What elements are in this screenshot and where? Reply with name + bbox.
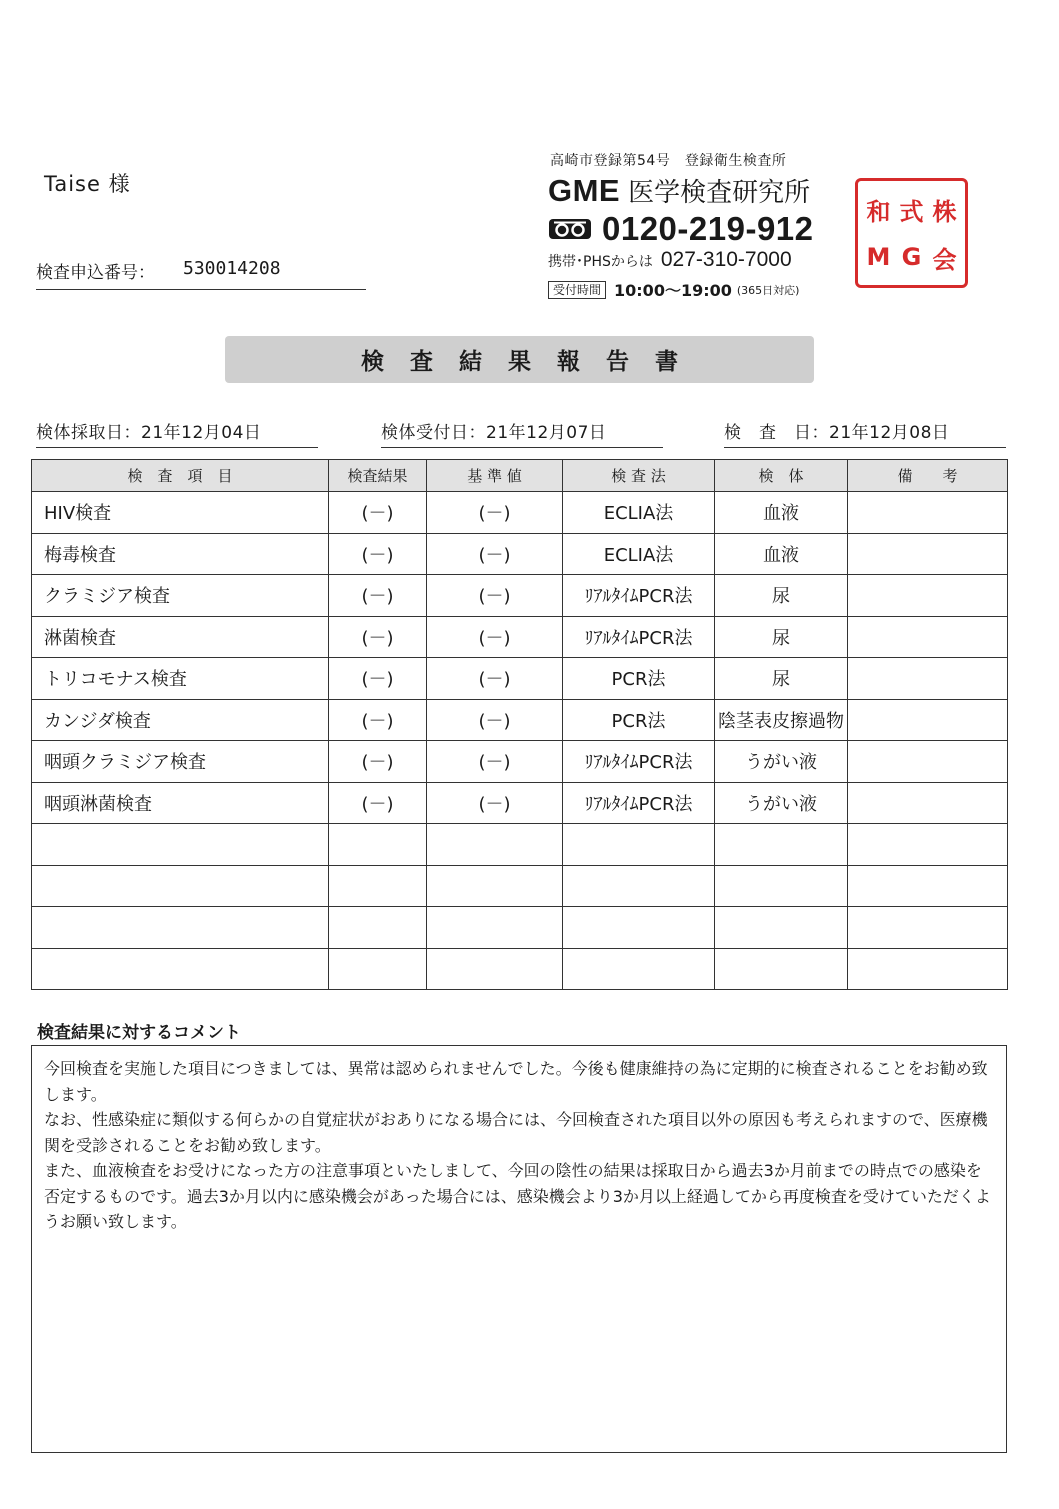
cell-reference: (－) xyxy=(427,699,563,741)
cell-method xyxy=(563,948,715,990)
table-row xyxy=(32,782,1008,824)
cell-remarks xyxy=(848,658,1008,700)
application-number-value: 530014208 xyxy=(183,258,281,279)
cell-specimen: うがい液 xyxy=(715,741,848,783)
seal-char: 式 xyxy=(899,197,924,226)
cell-specimen: 尿 xyxy=(715,575,848,617)
seal-char: M xyxy=(866,243,891,271)
cell-method: ECLIA法 xyxy=(563,492,715,534)
cell-method: ﾘｱﾙﾀｲﾑPCR法 xyxy=(563,741,715,783)
cell-specimen xyxy=(715,865,848,907)
comment-paragraph: また、血液検査をお受けになった方の注意事項といたしまして、今回の陰性の結果は採取日から過去3か月前までの時点での感染を否定するものです。過去3か月以内に感染機会があった場合には、感染機会より3か月以上経過してから再度検査を受けていただくようお願い致します。 xyxy=(44,1161,991,1231)
cell-item: 梅毒検査 xyxy=(32,533,329,575)
company-seal-stamp xyxy=(855,178,968,288)
cell-specimen: 陰茎表皮擦過物 xyxy=(715,699,848,741)
cell-remarks xyxy=(848,741,1008,783)
cell-method: ﾘｱﾙﾀｲﾑPCR法 xyxy=(563,616,715,658)
cell-remarks xyxy=(848,824,1008,866)
cell-specimen xyxy=(715,907,848,949)
freedial-icon xyxy=(548,218,592,240)
collection-date: 検体採取日：21年12月04日 xyxy=(36,418,318,448)
cell-result: (－) xyxy=(329,575,427,617)
cell-item xyxy=(32,948,329,990)
cell-result xyxy=(329,865,427,907)
cell-method: ﾘｱﾙﾀｲﾑPCR法 xyxy=(563,575,715,617)
results-table xyxy=(31,459,1008,990)
hours-note: (365日対応) xyxy=(736,283,800,297)
lab-name-latin: GME xyxy=(548,173,621,208)
lab-mobile xyxy=(548,248,792,272)
mobile-number: 027-310-7000 xyxy=(660,248,792,271)
table-row xyxy=(32,865,1008,907)
cell-item xyxy=(32,824,329,866)
cell-specimen: 血液 xyxy=(715,492,848,534)
cell-item xyxy=(32,907,329,949)
cell-specimen xyxy=(715,824,848,866)
table-row xyxy=(32,658,1008,700)
cell-remarks xyxy=(848,575,1008,617)
cell-method xyxy=(563,907,715,949)
cell-item: クラミジア検査 xyxy=(32,575,329,617)
header-reference: 基 準 値 xyxy=(427,460,563,492)
cell-item: 淋菌検査 xyxy=(32,616,329,658)
cell-result: (－) xyxy=(329,492,427,534)
cell-result: (－) xyxy=(329,699,427,741)
cell-result xyxy=(329,824,427,866)
cell-item: 咽頭淋菌検査 xyxy=(32,782,329,824)
cell-reference: (－) xyxy=(427,616,563,658)
lab-name xyxy=(548,172,810,209)
hours-value: 10:00〜19:00 xyxy=(614,281,732,300)
seal-char: 会 xyxy=(932,245,957,274)
cell-reference: (－) xyxy=(427,533,563,575)
lab-registration: 高崎市登録第54号 登録衛生検査所 xyxy=(550,153,787,169)
cell-result: (－) xyxy=(329,741,427,783)
mobile-label: 携帯･PHSからは xyxy=(548,254,653,270)
cell-result: (－) xyxy=(329,658,427,700)
cell-result: (－) xyxy=(329,616,427,658)
application-number-label: 検査申込番号： xyxy=(36,263,155,283)
table-row xyxy=(32,824,1008,866)
header-result: 検査結果 xyxy=(329,460,427,492)
lab-hours xyxy=(548,278,799,301)
report-title: 検査結果報告書 xyxy=(225,336,814,383)
cell-remarks xyxy=(848,948,1008,990)
cell-specimen: 尿 xyxy=(715,616,848,658)
cell-method xyxy=(563,824,715,866)
comment-paragraph: なお、性感染症に類似する何らかの自覚症状がおありになる場合には、今回検査された項目以外の原因も考えられますので、医療機関を受診されることをお勧め致します。 xyxy=(44,1110,988,1155)
header-specimen: 検 体 xyxy=(715,460,848,492)
recipient-name: Taise 様 xyxy=(44,172,131,196)
freedial-number: 0120-219-912 xyxy=(602,210,814,247)
lab-name-jp: 医学検査研究所 xyxy=(628,178,811,208)
cell-remarks xyxy=(848,616,1008,658)
hours-label: 受付時間 xyxy=(548,281,606,299)
cell-remarks xyxy=(848,533,1008,575)
cell-remarks xyxy=(848,865,1008,907)
cell-item: 咽頭クラミジア検査 xyxy=(32,741,329,783)
table-row xyxy=(32,616,1008,658)
cell-method: ECLIA法 xyxy=(563,533,715,575)
table-row xyxy=(32,533,1008,575)
cell-reference xyxy=(427,865,563,907)
cell-method xyxy=(563,865,715,907)
header-remarks: 備 考 xyxy=(848,460,1008,492)
cell-remarks xyxy=(848,492,1008,534)
seal-char: 和 xyxy=(866,197,891,226)
cell-item: カンジダ検査 xyxy=(32,699,329,741)
cell-reference: (－) xyxy=(427,782,563,824)
application-number-field xyxy=(36,258,366,290)
cell-reference: (－) xyxy=(427,492,563,534)
cell-reference: (－) xyxy=(427,658,563,700)
cell-method: PCR法 xyxy=(563,658,715,700)
table-row xyxy=(32,741,1008,783)
cell-result xyxy=(329,907,427,949)
cell-specimen xyxy=(715,948,848,990)
comment-box xyxy=(31,1045,1007,1453)
comment-paragraph: 今回検査を実施した項目につきましては、異常は認められませんでした。今後も健康維持の為に定期的に検査されることをお勧め致します。 xyxy=(44,1059,988,1104)
cell-item: トリコモナス検査 xyxy=(32,658,329,700)
seal-char: 株 xyxy=(932,197,957,226)
cell-reference: (－) xyxy=(427,741,563,783)
cell-item xyxy=(32,865,329,907)
cell-specimen: うがい液 xyxy=(715,782,848,824)
comment-title: 検査結果に対するコメント xyxy=(37,1023,241,1043)
cell-result: (－) xyxy=(329,533,427,575)
table-row xyxy=(32,907,1008,949)
cell-item: HIV検査 xyxy=(32,492,329,534)
table-row xyxy=(32,575,1008,617)
received-date: 検体受付日：21年12月07日 xyxy=(381,418,663,448)
header-item: 検 査 項 目 xyxy=(32,460,329,492)
table-header-row xyxy=(32,460,1008,492)
cell-result: (－) xyxy=(329,782,427,824)
cell-specimen: 血液 xyxy=(715,533,848,575)
test-date: 検 査 日：21年12月08日 xyxy=(724,418,1006,448)
cell-remarks xyxy=(848,907,1008,949)
cell-remarks xyxy=(848,782,1008,824)
table-row xyxy=(32,492,1008,534)
table-row xyxy=(32,699,1008,741)
cell-remarks xyxy=(848,699,1008,741)
cell-result xyxy=(329,948,427,990)
cell-specimen: 尿 xyxy=(715,658,848,700)
cell-reference xyxy=(427,907,563,949)
cell-reference xyxy=(427,824,563,866)
cell-reference: (－) xyxy=(427,575,563,617)
table-row xyxy=(32,948,1008,990)
seal-char: G xyxy=(901,243,922,271)
cell-reference xyxy=(427,948,563,990)
lab-freedial xyxy=(548,210,814,248)
cell-method: PCR法 xyxy=(563,699,715,741)
cell-method: ﾘｱﾙﾀｲﾑPCR法 xyxy=(563,782,715,824)
header-method: 検 査 法 xyxy=(563,460,715,492)
